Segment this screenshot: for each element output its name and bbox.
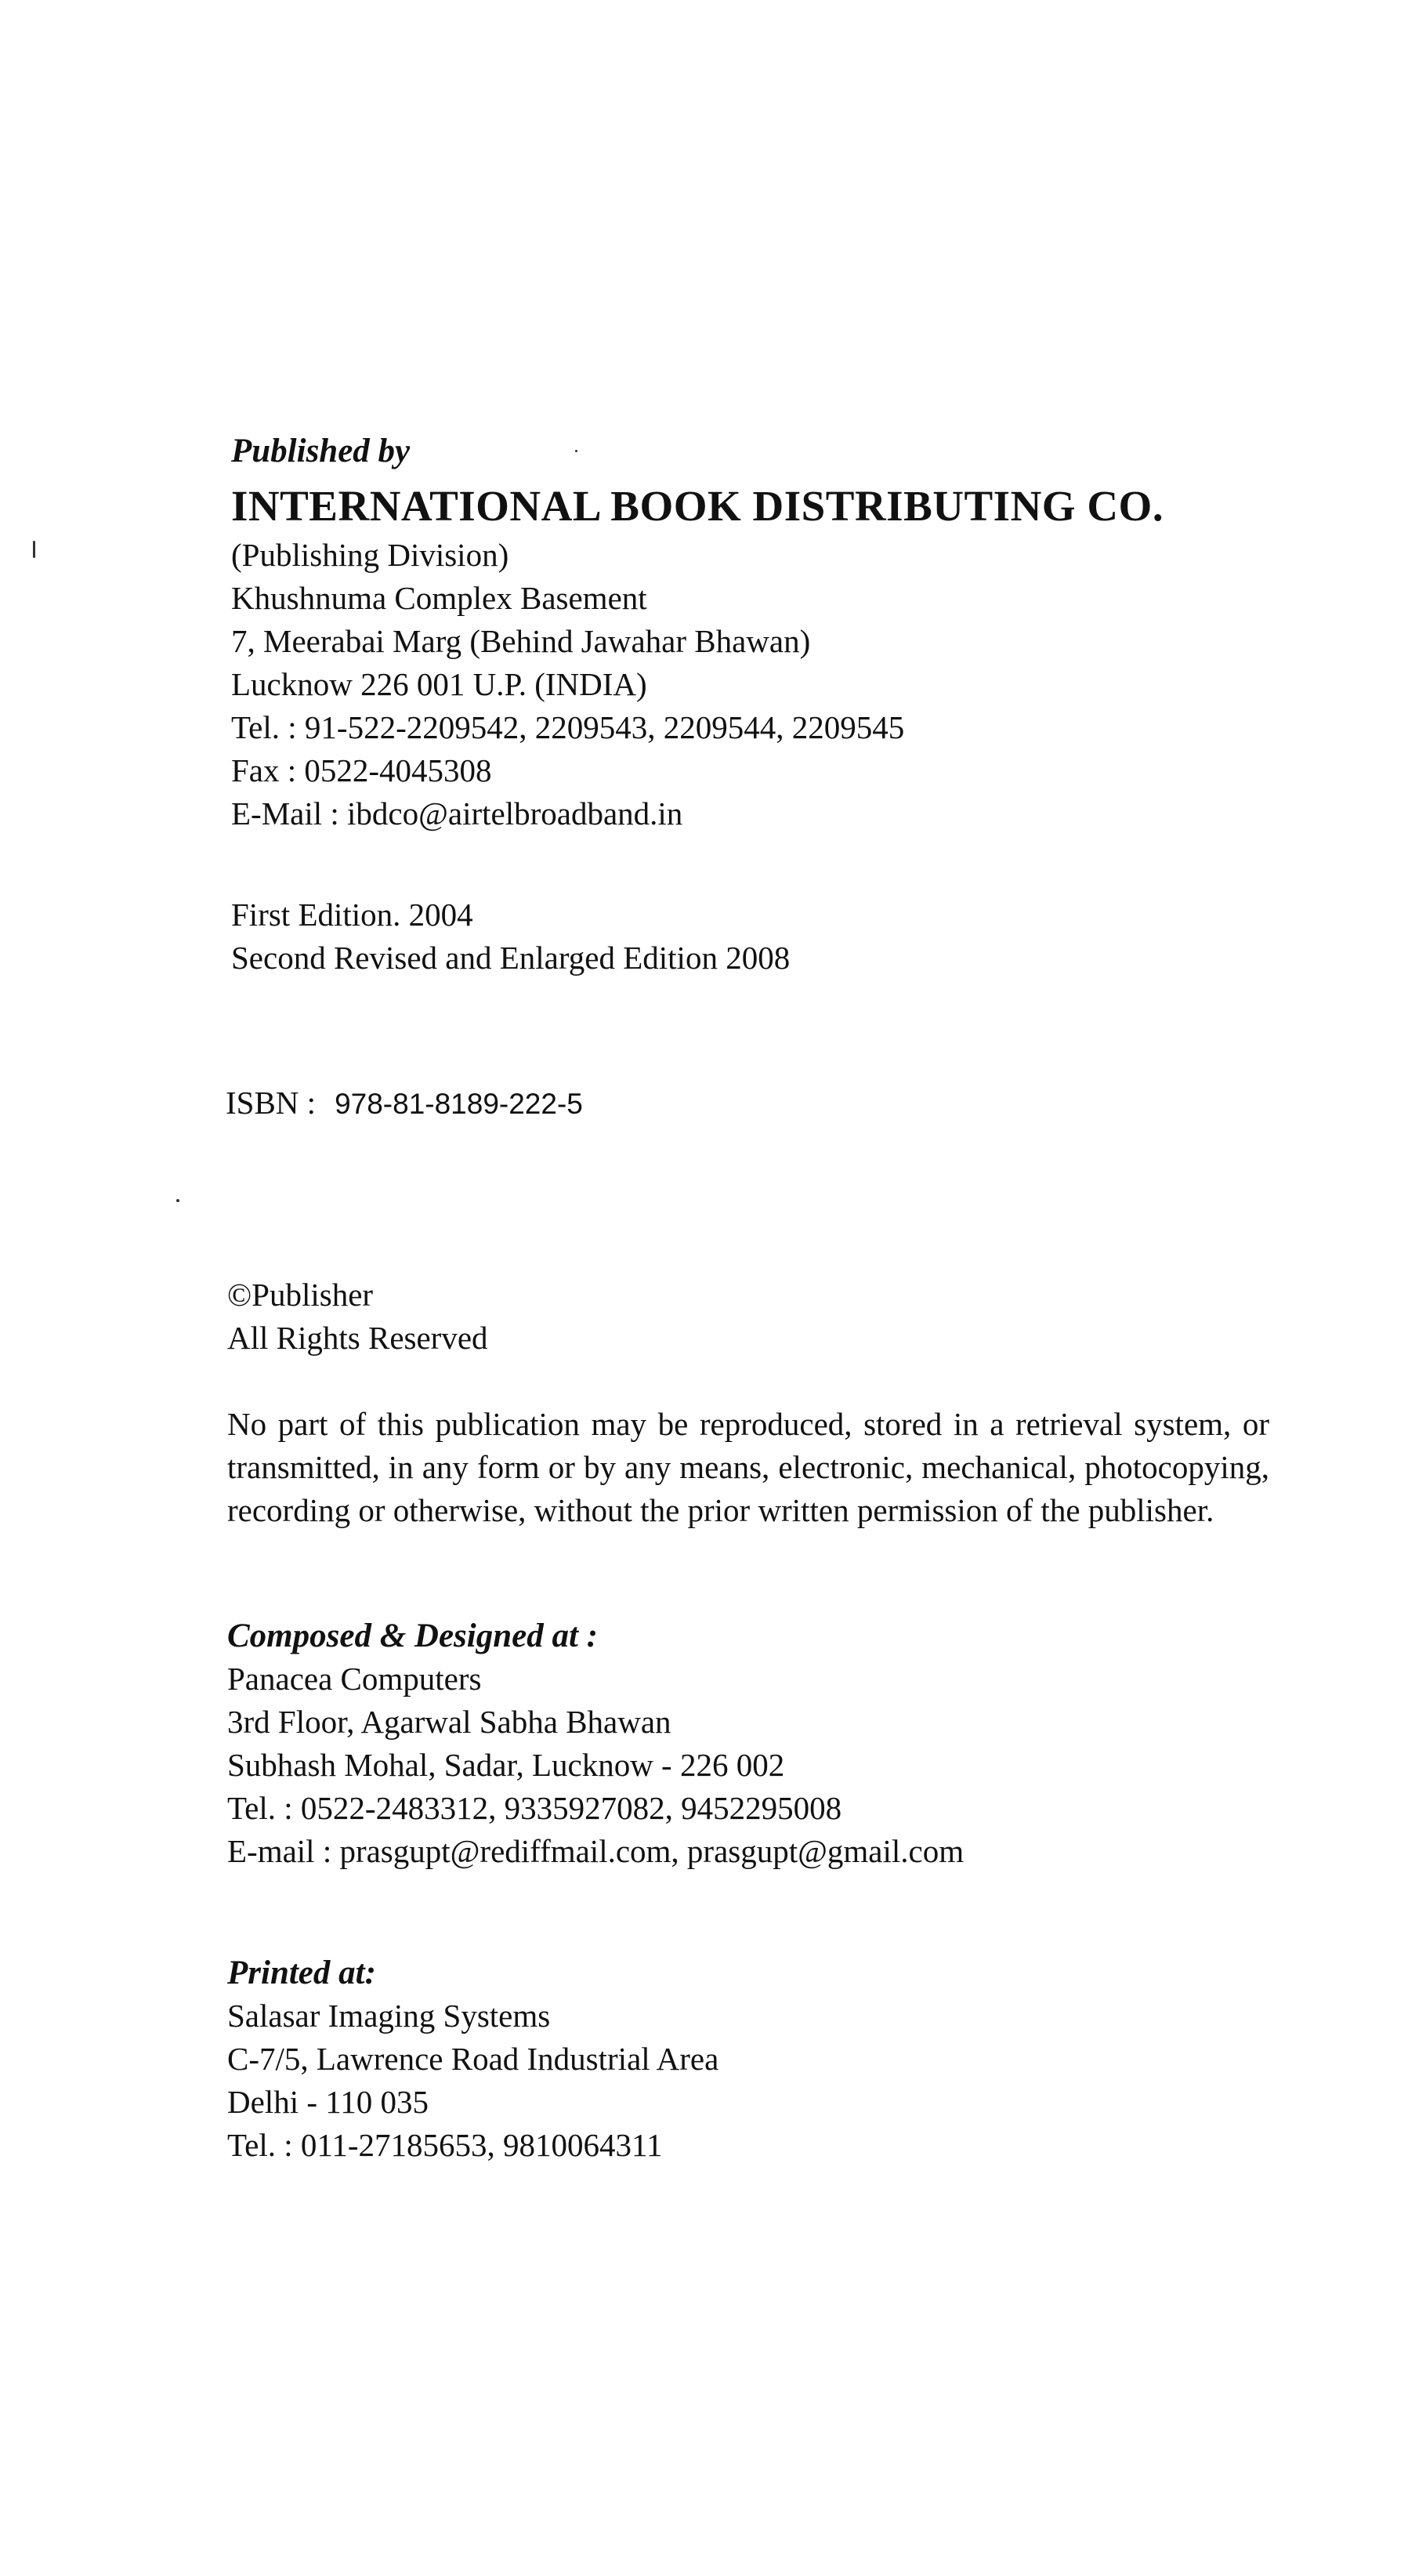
isbn-line [226, 1081, 583, 1125]
isbn-value: 978-81-8189-222-5 [335, 1088, 583, 1120]
printer-block [227, 1951, 718, 2167]
printer-address-line1: C-7/5, Lawrence Road Industrial Area [227, 2041, 719, 2077]
published-by-label: Published by [231, 433, 411, 469]
publisher-block [231, 429, 1164, 835]
rights-block [227, 1274, 488, 1360]
printed-at-label: Printed at: [227, 1955, 376, 1991]
publisher-email: E-Mail : ibdco@airtelbroadband.in [231, 795, 683, 831]
copyright-holder: ©Publisher [227, 1277, 374, 1313]
composer-name: Panacea Computers [227, 1661, 482, 1697]
composer-address-line2: Subhash Mohal, Sadar, Lucknow - 226 002 [227, 1747, 785, 1783]
publisher-fax: Fax : 0522-4045308 [231, 752, 492, 788]
composer-email: E-mail : prasgupt@rediffmail.com, prasgupt@gmail.com [227, 1833, 965, 1869]
printer-name: Salasar Imaging Systems [227, 1998, 551, 2034]
printer-address-line2: Delhi - 110 035 [227, 2084, 429, 2120]
publisher-address-line2: 7, Meerabai Marg (Behind Jawahar Bhawan) [231, 623, 811, 659]
publisher-company: INTERNATIONAL BOOK DISTRIBUTING CO. [231, 482, 1164, 530]
editions-block [231, 893, 790, 980]
composer-tel: Tel. : 0522-2483312, 9335927082, 9452295008 [227, 1790, 842, 1826]
composer-address-line1: 3rd Floor, Agarwal Sabha Bhawan [227, 1704, 671, 1740]
rights-notice: No part of this publication may be reproduced, stored in a retrieval system, or transmitted, in any form or by any means, electronic, mechanical, photocopying, recording or otherwise, without the prior written permission of the publisher. [227, 1406, 1269, 1528]
scan-speck [33, 541, 35, 558]
all-rights-reserved: All Rights Reserved [227, 1320, 488, 1356]
isbn-label: ISBN : [226, 1085, 317, 1121]
second-edition: Second Revised and Enlarged Edition 2008 [231, 940, 791, 976]
scan-speck [176, 1199, 179, 1202]
publisher-tel: Tel. : 91-522-2209542, 2209543, 2209544, 2209545 [231, 709, 905, 745]
publisher-address-line1: Khushnuma Complex Basement [231, 580, 647, 616]
publisher-address-line3: Lucknow 226 001 U.P. (INDIA) [231, 666, 647, 702]
composer-block [227, 1614, 964, 1873]
first-edition: First Edition. 2004 [231, 897, 473, 933]
printer-tel: Tel. : 011-27185653, 9810064311 [227, 2127, 663, 2163]
publisher-division: (Publishing Division) [231, 537, 509, 573]
composed-designed-label: Composed & Designed at : [227, 1618, 598, 1654]
